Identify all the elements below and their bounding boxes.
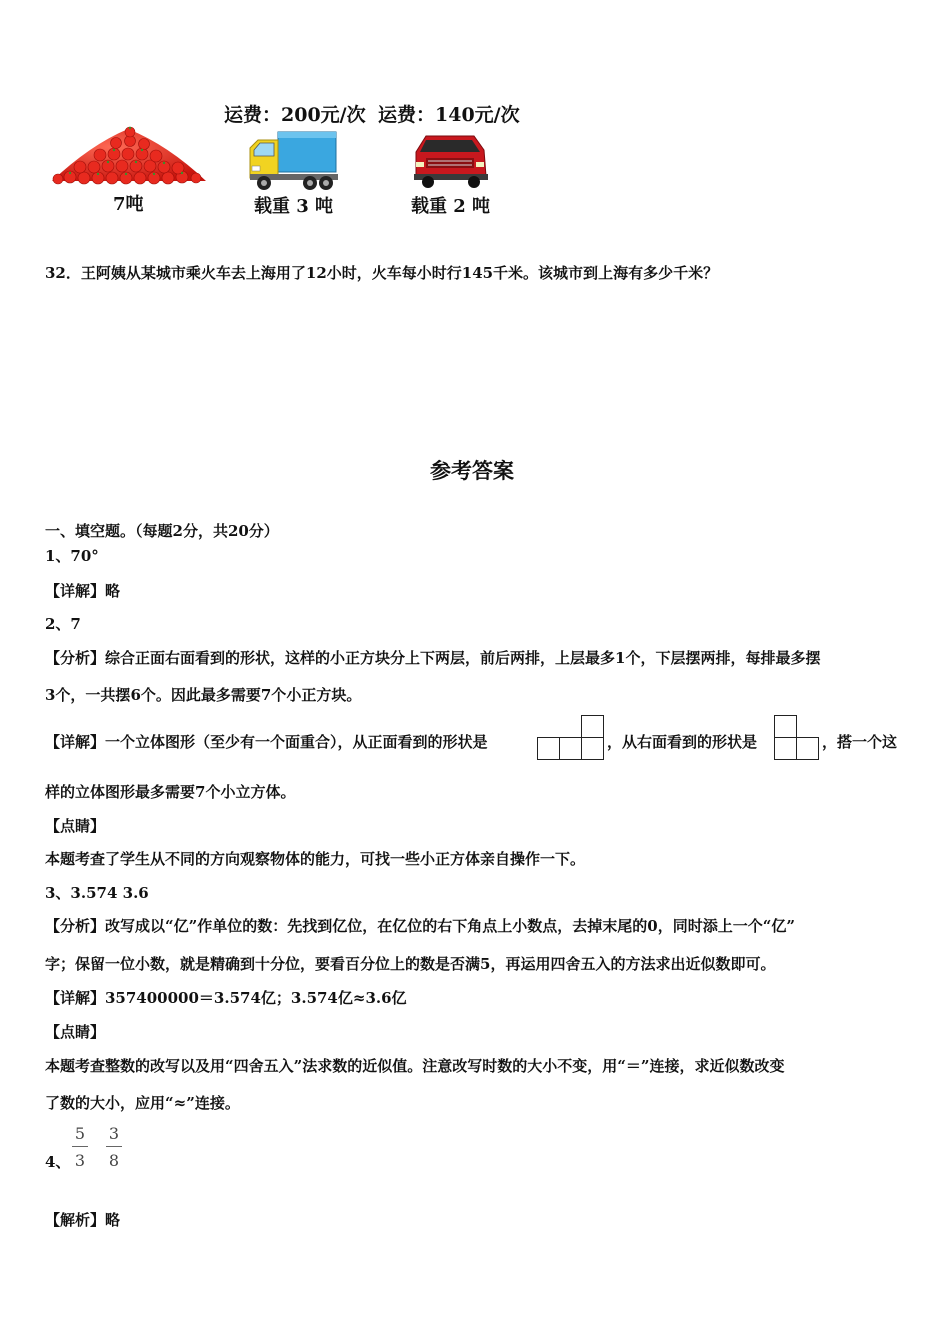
answer-4-number: 4、 bbox=[45, 1153, 71, 1171]
fraction-2-numerator: 3 bbox=[108, 1124, 120, 1143]
answer-2-analysis-line1: 【分析】综合正面右面看到的形状，这样的小正方块分上下两层，前后两排，上层最多1个，下层摆两排，每排最多摆 bbox=[45, 649, 821, 667]
answer-3-tip-line2: 了数的大小，应用“≈”连接。 bbox=[45, 1094, 240, 1112]
answer-3-analysis-line1: 【分析】改写成以“亿”作单位的数：先找到亿位，在亿位的右下角点上小数点，去掉末尾的0，同时添上一个“亿” bbox=[45, 917, 795, 935]
question-32: 32．王阿姨从某城市乘火车去上海用了12小时，火车每小时行145千米。该城市到上海有多少千米？ bbox=[45, 264, 719, 282]
answer-3-number: 3、3.574 3.6 bbox=[45, 884, 149, 902]
fee-label-left: 运费：200元/次 bbox=[224, 104, 366, 126]
answer-3-tip-label: 【点睛】 bbox=[45, 1023, 106, 1041]
answer-2-analysis-line2: 3个，一共摆6个。因此最多需要7个小正方块。 bbox=[45, 686, 362, 704]
red-truck-capacity-label: 载重 2 吨 bbox=[411, 196, 491, 217]
fraction-1 bbox=[72, 1124, 88, 1170]
right-view-diagram bbox=[774, 714, 822, 762]
answer-4-detail: 【解析】略 bbox=[45, 1211, 121, 1229]
fraction-1-numerator: 5 bbox=[74, 1124, 86, 1143]
blue-truck-image bbox=[248, 130, 340, 194]
fraction-2 bbox=[106, 1124, 122, 1170]
page-title: 参考答案 bbox=[430, 458, 514, 483]
answer-2-tip-label: 【点睛】 bbox=[45, 817, 106, 835]
section-heading: 一、填空题。（每题2分，共20分） bbox=[45, 522, 279, 540]
blue-truck-capacity-label: 载重 3 吨 bbox=[254, 196, 334, 217]
tomato-weight-label: 7吨 bbox=[113, 194, 144, 215]
answer-3-detail: 【详解】357400000＝3.574亿；3.574亿≈3.6亿 bbox=[45, 989, 407, 1007]
answer-3-tip-line1: 本题考查整数的改写以及用“四舍五入”法求数的近似值。注意改写时数的大小不变，用“＝”连接，求近似数改变 bbox=[45, 1057, 785, 1075]
answer-1-number: 1、70° bbox=[45, 547, 99, 565]
answer-3-analysis-line2: 字；保留一位小数，就是精确到十分位，要看百分位上的数是否满5，再运用四舍五入的方法求出近似数即可。 bbox=[45, 955, 776, 973]
answer-2-detail-part1: 【详解】一个立体图形（至少有一个面重合），从正面看到的形状是 bbox=[45, 733, 488, 751]
front-view-diagram bbox=[537, 714, 607, 762]
answer-2-detail-part3: ，搭一个这 bbox=[822, 733, 898, 751]
tomato-pile-image bbox=[50, 125, 210, 187]
answer-2-number: 2、7 bbox=[45, 615, 81, 633]
red-truck-image bbox=[412, 132, 492, 192]
answer-1-detail: 【详解】略 bbox=[45, 582, 121, 600]
answer-2-detail-part2: ，从右面看到的形状是 bbox=[607, 733, 758, 751]
answer-2-tip: 本题考查了学生从不同的方向观察物体的能力，可找一些小正方体亲自操作一下。 bbox=[45, 850, 586, 868]
fee-label-right: 运费：140元/次 bbox=[378, 104, 520, 126]
answer-2-detail-line2: 样的立体图形最多需要7个小立方体。 bbox=[45, 783, 296, 801]
fraction-1-denominator: 3 bbox=[74, 1151, 86, 1170]
fraction-2-denominator: 8 bbox=[108, 1151, 120, 1170]
